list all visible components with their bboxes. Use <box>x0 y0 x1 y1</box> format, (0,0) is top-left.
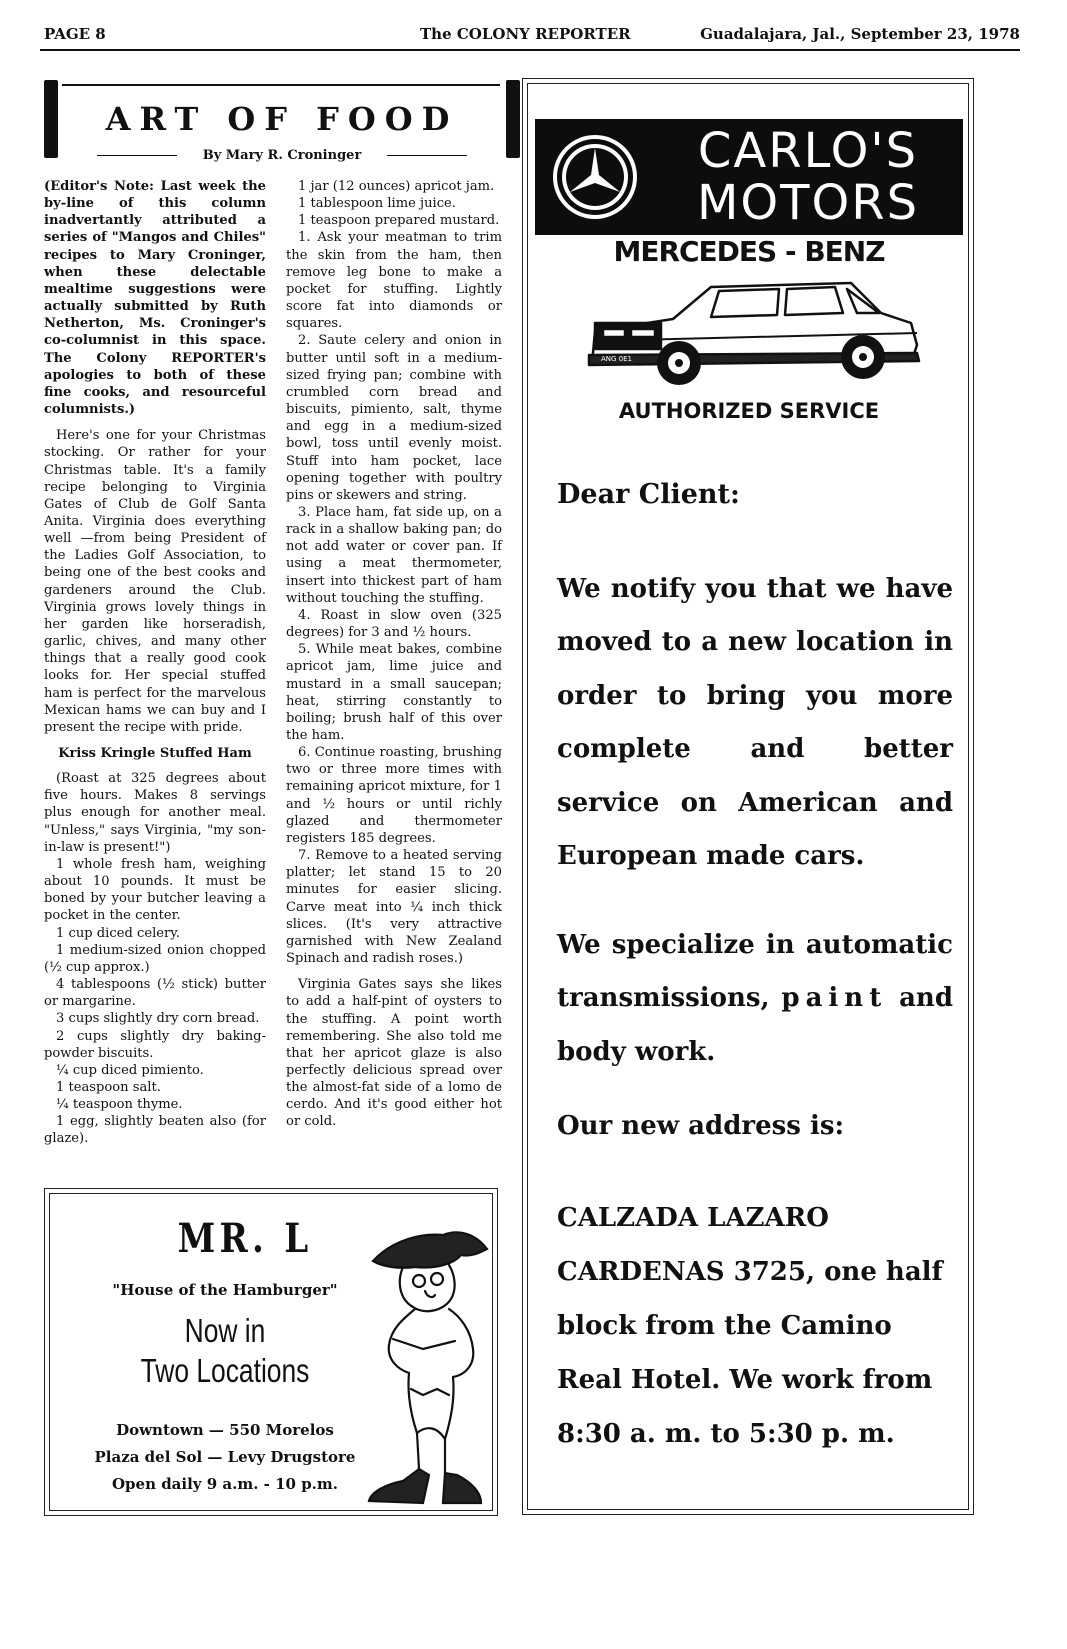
header-rule <box>40 49 1020 51</box>
mercedes-car-illustration <box>581 275 931 393</box>
brand-name: MERCEDES - BENZ <box>613 235 885 268</box>
location-downtown: Downtown — 550 Morelos <box>116 1421 334 1439</box>
recipe-step: 3. Place ham, fat side up, on a rack in a shallow baking pan; do not add water or cover pan. If using a meat thermometer, insert into thickest part of ham without touching the stuffing. <box>286 504 502 606</box>
page-header <box>44 25 1020 47</box>
ingredient-item: 2 cups slightly dry baking-powder biscuits. <box>44 1028 266 1061</box>
recipe-step: 6. Continue roasting, brushing two or three more times with remaining apricot mixture, for 1 and ½ hours or until richly glazed and thermometer registers 185 degrees. <box>286 745 502 846</box>
page-number: PAGE 8 <box>44 25 106 43</box>
editors-note: (Editor's Note: Last week the by-line of this column inadvertantly attributed a series of "Mangos and Chiles" recipes to Mary Croninger, when these delectable mealtime suggestions were actually submitted by Ruth Netherton, Ms. Croninger's co-columnist in this space. The Colony REPORTER's apologies to both of these fine cooks, and resourceful columnists.) <box>44 179 266 418</box>
specialty-statement <box>557 919 953 1079</box>
article-column-2 <box>286 178 502 1131</box>
article-closing: Virginia Gates says she likes to add a half-pint of oysters to the stuffing. A point worth remembering. She also told me that her apricot glaze is also perfectly delicious spread over the almost-fat side of a lomo de cerdo. And it's good either hot or cold. <box>286 977 502 1130</box>
headline-line-1: Now in <box>184 1312 266 1349</box>
ingredient-item: 4 tablespoons (½ stick) butter or margarine. <box>44 977 266 1010</box>
ingredient-item: 1 egg, slightly beaten also (for glaze). <box>44 1114 266 1147</box>
relocation-notice: We notify you that we have moved to a new location in order to bring you more complete and better service on American and European made cars. <box>557 574 953 872</box>
recipe-step: 1. Ask your meatman to trim the skin from the ham, then remove leg bone to make a pocket for stuffing. Lightly score fat into diamonds or squares. <box>286 230 502 332</box>
cowboy-illustration <box>363 1219 493 1511</box>
article-intro: Here's one for your Christmas stocking. Or rather for your Christmas table. It's a family recipe belonging to Virginia Gates of Club de Golf Santa Anita. Virginia does everything well —from being President of the Ladies Golf Association, to being one of the best cooks and gardeners around the Club. Virginia grows lovely things in her garden like horseradish, garlic, chives, and many other things that a really good cook looks for. Her special stuffed ham is perfect for the marvelous Mexican hams we can buy and I present the recipe with pride. <box>44 428 266 735</box>
specialty-paint: paint <box>781 983 888 1014</box>
dealer-name-line-2: MOTORS <box>696 175 920 231</box>
ingredient-item: ¼ teaspoon thyme. <box>56 1097 183 1113</box>
authorized-service-label: AUTHORIZED SERVICE <box>618 399 880 423</box>
address-and-hours: CALZADA LAZARO CARDENAS 3725, one half block from the Camino Real Hotel. We work from 8:30 a. m. to 5:30 p. m. <box>557 1203 943 1449</box>
license-plate: ANG 0E1 <box>601 355 633 363</box>
restaurant-tagline: "House of the Hamburger" <box>112 1281 338 1299</box>
ingredient-item: ¼ cup diced pimiento. <box>56 1062 204 1078</box>
mercedes-star-icon <box>549 131 641 223</box>
locations-block <box>65 1417 385 1498</box>
location-plaza: Plaza del Sol — Levy Drugstore <box>94 1448 356 1466</box>
greeting: Dear Client: <box>557 479 740 510</box>
dateline: Guadalajara, Jal., September 23, 1978 <box>700 25 1020 43</box>
ingredient-item: 1 whole fresh ham, weighing about 10 pounds. It must be boned by your butcher leaving a pocket in the center. <box>44 856 266 924</box>
ad-headline <box>97 1311 353 1391</box>
ingredient-item: 1 teaspoon prepared mustard. <box>298 213 500 229</box>
dealer-name <box>663 125 953 229</box>
recipe-step: 7. Remove to a heated serving platter; let stand 15 to 20 minutes for easier slicing. Carve meat into ¼ inch thick slices. (It's very attractive garnished with New Zealand Spinach and radish roses.) <box>286 848 502 967</box>
specialty-text-3: and body work. <box>557 983 953 1067</box>
recipe-step: 2. Saute celery and onion in butter until soft in a medium-sized frying pan; combine with crumbled corn bread and biscuits, pimiento, salt, thyme and egg in a medium-sized bowl, toss until evenly moist. Stuff into ham pocket, lace opening together with poultry pins or skewers and string. <box>286 333 502 503</box>
recipe-step: 5. While meat bakes, combine apricot jam, lime juice and mustard in a small saucepan; heat, stirring constantly to boiling; brush half of this over the ham. <box>286 642 502 743</box>
ingredient-item: 1 jar (12 ounces) apricot jam. <box>298 179 495 194</box>
column-banner <box>44 80 520 166</box>
recipe-step: 4. Roast in slow oven (325 degrees) for 3 and ½ hours. <box>286 607 502 641</box>
ingredient-item: 1 medium-sized onion chopped (½ cup approx.) <box>44 942 266 975</box>
dealer-name-line-1: CARLO'S <box>697 123 919 179</box>
ingredient-item: 3 cups slightly dry corn bread. <box>56 1011 260 1027</box>
restaurant-name: MR. L <box>177 1215 313 1262</box>
headline-line-2: Two Locations <box>140 1352 310 1389</box>
article-column-1 <box>44 178 266 1148</box>
column-byline: By Mary R. Croninger <box>44 148 520 163</box>
ingredient-item: 1 teaspoon salt. <box>56 1079 161 1095</box>
mr-l-advertisement <box>44 1188 498 1516</box>
recipe-title: Kriss Kringle Stuffed Ham <box>58 746 252 761</box>
column-title: ART OF FOOD <box>105 100 459 138</box>
opening-hours: Open daily 9 a.m. - 10 p.m. <box>111 1475 339 1493</box>
carlos-motors-advertisement <box>522 78 974 1515</box>
recipe-intro: (Roast at 325 degrees about five hours. Makes 8 servings plus enough for another meal. "Unless," says Virginia, "my son-in-law is present!") <box>44 771 266 855</box>
address-intro: Our new address is: <box>557 1111 845 1141</box>
newspaper-name: The COLONY REPORTER <box>420 25 631 43</box>
ingredient-item: 1 cup diced celery. <box>56 925 181 941</box>
specialty-text-1: We specialize in automatic transmissions, <box>557 930 953 1014</box>
dealer-logo-banner <box>535 119 963 235</box>
ingredient-item: 1 tablespoon lime juice. <box>298 196 456 212</box>
